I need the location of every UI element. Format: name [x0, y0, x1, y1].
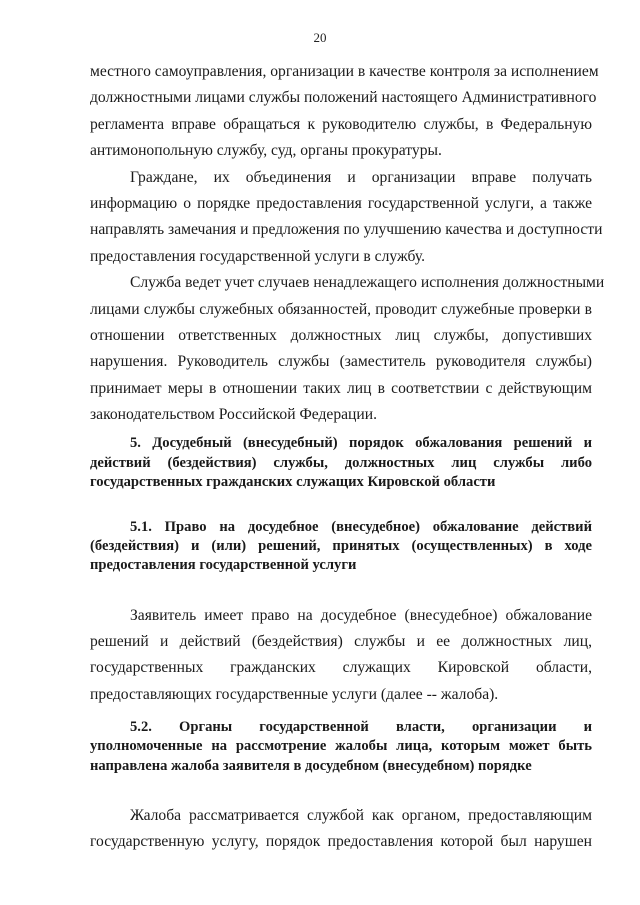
heading-line: (бездействия) и (или) решений, принятых (осуществленных) в ходе [90, 538, 592, 555]
text-line: направлять замечания и предложения по улучшению качества и доступности [90, 221, 603, 239]
heading-line: направлена жалоба заявителя в досудебном (внесудебном) порядке [90, 757, 532, 774]
section-5-1-heading [90, 518, 592, 576]
heading-line: уполномоченные на рассмотрение жалобы лица, которым может быть [90, 738, 592, 755]
section-5-2-heading [90, 718, 592, 776]
text-line: регламента вправе обращаться к руководителю службы, в Федеральную [90, 115, 592, 133]
text-line: Служба ведет учет случаев ненадлежащего исполнения должностными [130, 274, 605, 292]
text-line: лицами службы служебных обязанностей, проводит служебные проверки в [90, 300, 592, 318]
page-content [90, 59, 605, 856]
text-line: предоставления государственной услуги в службу. [90, 247, 426, 265]
section-5-2-body [90, 803, 592, 856]
page-number: 20 [313, 30, 327, 45]
heading-line: 5.1. Право на досудебное (внесудебное) обжалование действий [130, 519, 592, 536]
paragraph-control-continuation [90, 59, 599, 165]
text-line: нарушения. Руководитель службы (заместитель руководителя службы) [90, 353, 592, 371]
heading-line: 5.2. Органы государственной власти, организации и [130, 719, 592, 736]
text-line: Жалоба рассматривается службой как органом, предоставляющим [130, 806, 592, 824]
heading-line: предоставления государственной услуги [90, 557, 357, 574]
spacer [90, 576, 592, 603]
section-5-1-body [90, 603, 592, 709]
text-line: решений и действий (бездействия) службы и ее должностных лиц, [90, 632, 592, 650]
heading-line: государственных гражданских служащих Кировской области [90, 473, 496, 490]
text-line: местного самоуправления, организации в качестве контроля за исполнением [90, 63, 599, 80]
spacer [90, 776, 592, 803]
text-line: законодательством Российской Федерации. [90, 406, 377, 424]
spacer [90, 708, 592, 718]
text-line: информацию о порядке предоставления государственной услуги, а также [90, 194, 592, 212]
paragraph-service-accounting [90, 270, 605, 428]
text-line: должностными лицами службы положений настоящего Административного [90, 89, 597, 107]
text-line: предоставляющих государственные услуги (далее -- жалоба). [90, 685, 499, 703]
spacer [90, 492, 592, 518]
heading-line: действий (бездействия) службы, должностных лиц службы либо [90, 454, 592, 471]
text-line: государственную услугу, порядок предоставления которой был нарушен [90, 833, 592, 851]
text-line: государственных гражданских служащих Кировской области, [90, 659, 592, 677]
text-line: принимает меры в отношении таких лиц в соответствии с действующим [90, 379, 592, 397]
paragraph-citizens-rights [90, 165, 603, 271]
text-line: Граждане, их объединения и организации вправе получать [130, 168, 592, 186]
text-line: отношении ответственных должностных лиц службы, допустивших [90, 326, 592, 344]
text-line: антимонопольную службу, суд, органы прокуратуры. [90, 142, 442, 160]
text-line: Заявитель имеет право на досудебное (внесудебное) обжалование [130, 606, 592, 624]
section-5-heading [90, 434, 592, 492]
heading-line: 5. Досудебный (внесудебный) порядок обжалования решений и [130, 435, 592, 452]
